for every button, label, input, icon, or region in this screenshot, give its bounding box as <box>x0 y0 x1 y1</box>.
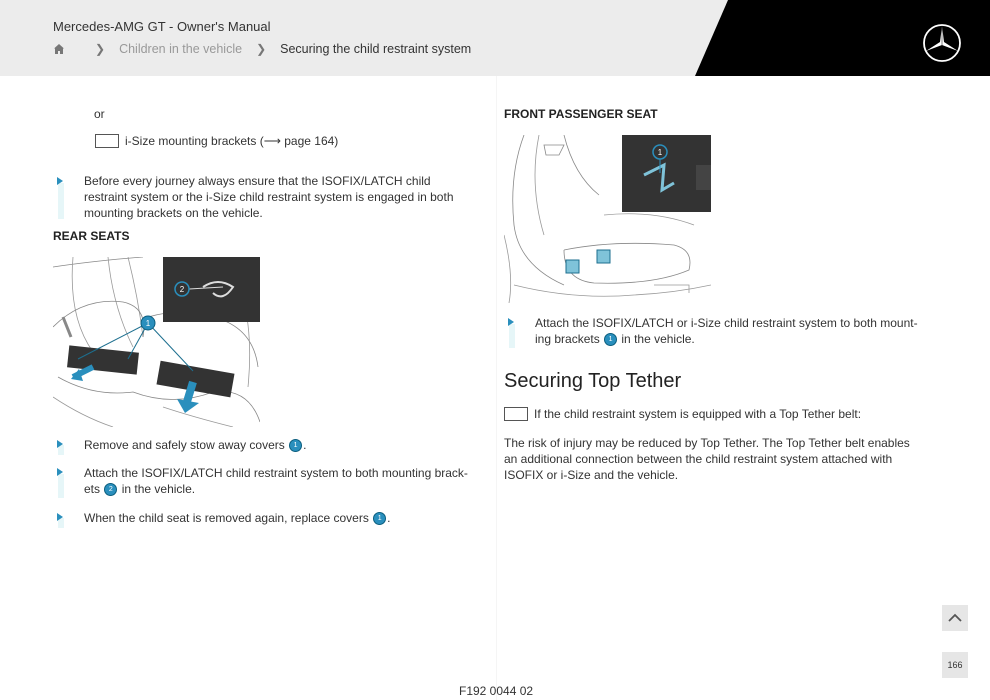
breadcrumb-item-children[interactable]: Children in the vehicle <box>119 42 243 56</box>
step-remove-covers <box>84 437 306 453</box>
step-attach-rear <box>84 465 474 497</box>
front-seat-illustration <box>504 135 711 303</box>
step-text: Attach the ISOFIX/LATCH or i-Size child restraint system to both mount- <box>535 316 918 330</box>
bullet-bar <box>509 324 515 348</box>
column-divider <box>496 76 497 700</box>
callout-number-1: 1 <box>289 439 302 452</box>
tether-paragraph: The risk of injury may be reduced by Top Tether. The Top Tether belt enables an additional connection between the child restraint system attached with ISOFIX or i-Size and the vehicle. <box>504 436 910 482</box>
step-text: ets <box>84 482 101 496</box>
step-text: ing brackets <box>535 332 600 346</box>
figure-code: F192 0044 02 <box>459 684 534 698</box>
step-text: in the vehicle. <box>121 482 196 496</box>
step-text: in the vehicle. <box>621 332 695 346</box>
check-instruction: Before every journey always ensure that the ISOFIX/LATCH child restraint system or the i-Size child restraint system is engaged in both mounting brackets on the vehicle. <box>84 174 454 220</box>
chevron-up-icon <box>942 605 968 631</box>
step-attach-front <box>535 315 925 347</box>
callout-number-1: 1 <box>604 333 617 346</box>
top-tether-symbol-icon <box>504 407 528 421</box>
step-text: Remove and safely stow away covers <box>84 438 285 452</box>
bullet-arrow-icon <box>57 513 63 521</box>
chevron-right-icon: ❯ <box>95 42 106 56</box>
callout-number-1: 1 <box>373 512 386 525</box>
mercedes-star-logo[interactable] <box>922 23 962 63</box>
step-replace-covers <box>84 510 391 526</box>
step-text: When the child seat is removed again, replace covers <box>84 511 369 525</box>
bullet-arrow-icon <box>57 468 63 476</box>
breadcrumb <box>53 42 471 56</box>
or-text: or <box>94 107 105 121</box>
tether-condition <box>504 406 861 422</box>
home-icon[interactable] <box>53 43 65 55</box>
bullet-arrow-icon <box>57 177 63 185</box>
callout-1-label: 1 <box>657 148 663 157</box>
step-text: . <box>303 438 307 452</box>
scroll-up-button[interactable] <box>942 605 968 631</box>
bullet-bar <box>58 474 64 498</box>
bullet-arrow-icon <box>508 318 514 326</box>
isize-line <box>95 133 338 149</box>
front-passenger-heading: FRONT PASSENGER SEAT <box>504 107 658 121</box>
callout-1-label: 1 <box>145 319 151 328</box>
breadcrumb-item-current: Securing the child restraint system <box>280 42 472 56</box>
section-title: Securing Top Tether <box>504 370 682 392</box>
tether-condition-text: If the child restraint system is equipped with a Top Tether belt: <box>534 407 862 421</box>
rear-seats-illustration <box>53 257 260 427</box>
isize-symbol-icon <box>95 134 119 148</box>
isize-text[interactable]: i-Size mounting brackets (⟶ page 164) <box>125 134 339 148</box>
rear-seats-heading: REAR SEATS <box>53 229 130 243</box>
bullet-arrow-icon <box>57 440 63 448</box>
step-text: . <box>387 511 391 525</box>
callout-2-label: 2 <box>179 285 185 294</box>
callout-number-2: 2 <box>104 483 117 496</box>
page-number-button[interactable]: 166 <box>942 652 968 678</box>
step-text: Attach the ISOFIX/LATCH child restraint system to both mounting brack- <box>84 466 468 480</box>
header <box>0 0 990 76</box>
manual-title: Mercedes-AMG GT - Owner's Manual <box>53 19 271 34</box>
bullet-bar <box>58 183 64 219</box>
chevron-right-icon: ❯ <box>256 42 267 56</box>
